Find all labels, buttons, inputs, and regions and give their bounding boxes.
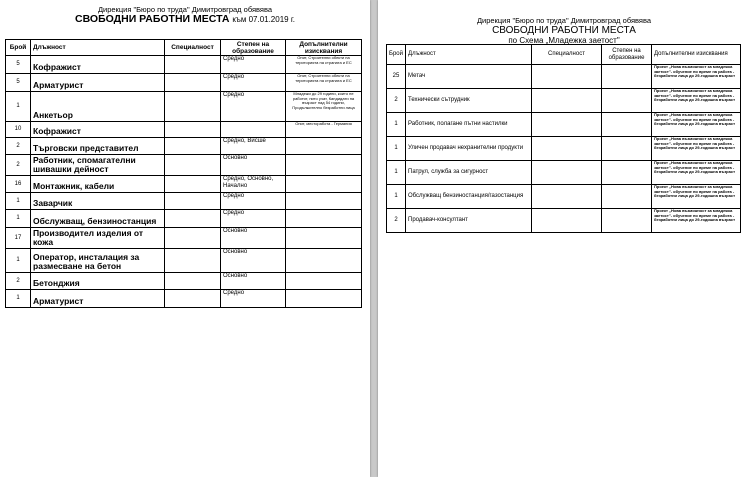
position-cell: Монтажник, кабели: [31, 176, 165, 193]
count-cell: 1: [387, 185, 406, 209]
position-cell: Обслужващ бензиностанция/газостанция: [406, 185, 532, 209]
count-cell: 25: [387, 65, 406, 89]
table-row: [387, 89, 741, 113]
column-header: Степен на образование: [602, 45, 652, 65]
requirements-cell: Проект „Нова възможност за младежка заетост"- обучение по време на работа - безработни лица до 29-годишна възраст: [652, 113, 741, 137]
table-row: [387, 185, 741, 209]
requirements-cell: [286, 193, 362, 210]
position-cell: Уличен продавач нехранителни продукти: [406, 137, 532, 161]
specialty-cell: [532, 65, 602, 89]
count-cell: 2: [387, 89, 406, 113]
requirements-cell: [286, 176, 362, 193]
table-row: [6, 273, 362, 290]
header-scheme: по Схема „Младежка заетост": [508, 36, 620, 45]
education-cell: Основно: [221, 228, 286, 249]
requirements-cell: [286, 290, 362, 308]
specialty-cell: [165, 122, 221, 138]
table-row: [6, 92, 362, 122]
table-row: [387, 65, 741, 89]
count-cell: 2: [6, 138, 31, 155]
position-cell: Технически сътрудник: [406, 89, 532, 113]
count-cell: 1: [387, 137, 406, 161]
specialty-cell: [532, 89, 602, 113]
count-cell: 1: [387, 161, 406, 185]
position-cell: Арматурист: [31, 74, 165, 92]
position-cell: Работник, полагане пътни настилки: [406, 113, 532, 137]
table-row: [6, 193, 362, 210]
column-header: Брой: [387, 45, 406, 65]
education-cell: [602, 161, 652, 185]
education-cell: Средно: [221, 74, 286, 92]
table-row: [6, 74, 362, 92]
count-cell: 1: [6, 92, 31, 122]
specialty-cell: [532, 185, 602, 209]
education-cell: [602, 113, 652, 137]
position-cell: Кофражист: [31, 122, 165, 138]
page-2-header: [378, 17, 750, 45]
column-header: Брой: [6, 40, 31, 56]
count-cell: 1: [387, 113, 406, 137]
requirements-cell: [286, 155, 362, 176]
position-cell: Бетонджия: [31, 273, 165, 290]
education-cell: Средно: [221, 193, 286, 210]
youth-vacancies-table: [386, 44, 741, 233]
count-cell: 2: [6, 155, 31, 176]
specialty-cell: [532, 113, 602, 137]
specialty-cell: [165, 74, 221, 92]
column-header: Специалност: [532, 45, 602, 65]
specialty-cell: [165, 273, 221, 290]
header-line-1: Дирекция "Бюро по труда" Димитровград обявява: [97, 5, 273, 14]
page-1-header: [0, 6, 370, 25]
education-cell: Средно: [221, 210, 286, 228]
header-title: СВОБОДНИ РАБОТНИ МЕСТА: [492, 25, 636, 36]
column-header: Длъжност: [31, 40, 165, 56]
specialty-cell: [165, 92, 221, 122]
requirements-cell: [286, 210, 362, 228]
table-row: [6, 155, 362, 176]
education-cell: [602, 65, 652, 89]
document-page-1: [0, 0, 370, 477]
requirements-cell: Проект „Нова възможност за младежка заетост"- обучение по време на работа - безработни лица до 29-годишна възраст: [652, 137, 741, 161]
requirements-cell: Проект „Нова възможност за младежка заетост"- обучение по време на работа - безработни лица до 29-годишна възраст: [652, 65, 741, 89]
count-cell: 17: [6, 228, 31, 249]
column-header: Специалност: [165, 40, 221, 56]
position-cell: Работник, спомагателни шивашки дейност: [31, 155, 165, 176]
header-title: [0, 14, 370, 25]
specialty-cell: [165, 56, 221, 74]
requirements-cell: [286, 228, 362, 249]
position-cell: Кофражист: [31, 56, 165, 74]
column-header: Допълнителни изисквания: [652, 45, 741, 65]
count-cell: 5: [6, 74, 31, 92]
requirements-cell: [286, 249, 362, 273]
count-cell: 2: [6, 273, 31, 290]
requirements-cell: Опит, Строителни обекти на територията на страната и ЕС: [286, 74, 362, 92]
education-cell: Средно: [221, 290, 286, 308]
education-cell: [221, 122, 286, 138]
requirements-cell: Проект „Нова възможност за младежка заетост"- обучение по време на работа - безработни лица до 29-годишна възраст: [652, 89, 741, 113]
education-cell: [602, 137, 652, 161]
requirements-cell: [286, 138, 362, 155]
position-cell: Търговски представител: [31, 138, 165, 155]
table-row: [6, 290, 362, 308]
specialty-cell: [532, 161, 602, 185]
requirements-cell: Проект „Нова възможност за младежка заетост"- обучение по време на работа - безработни лица до 29-годишна възраст: [652, 209, 741, 233]
table-row: [6, 210, 362, 228]
education-cell: Средно: [221, 92, 286, 122]
table-row: [6, 249, 362, 273]
table-row: [6, 138, 362, 155]
education-cell: Средно, Основно, Начално: [221, 176, 286, 193]
requirements-cell: Проект „Нова възможност за младежка заетост"- обучение по време на работа - безработни лица до 29-годишна възраст: [652, 185, 741, 209]
specialty-cell: [165, 290, 221, 308]
position-cell: Продавач-консултант: [406, 209, 532, 233]
education-cell: Средно, Висше: [221, 138, 286, 155]
specialty-cell: [165, 176, 221, 193]
table-header-row: [6, 40, 362, 56]
table-row: [6, 176, 362, 193]
position-cell: Заварчик: [31, 193, 165, 210]
requirements-cell: Опит, Строителни обекти на територията на страната и ЕС: [286, 56, 362, 74]
vacancies-table: [5, 39, 362, 308]
position-cell: Оператор, инсталация за размесване на бетон: [31, 249, 165, 273]
table-row: [387, 137, 741, 161]
education-cell: Средно: [221, 56, 286, 74]
header-date: към 07.01.2019 г.: [232, 15, 295, 24]
position-cell: Анкетьор: [31, 92, 165, 122]
position-cell: Обслужващ, бензиностанция: [31, 210, 165, 228]
column-header: Допълнителни изисквания: [286, 40, 362, 56]
table-row: [387, 161, 741, 185]
column-header: Степен на образование: [221, 40, 286, 56]
specialty-cell: [165, 210, 221, 228]
specialty-cell: [165, 249, 221, 273]
table-row: [6, 228, 362, 249]
requirements-cell: Опит, месторабота - Германия: [286, 122, 362, 138]
specialty-cell: [165, 138, 221, 155]
table-row: [387, 113, 741, 137]
table-row: [387, 209, 741, 233]
count-cell: 1: [6, 193, 31, 210]
specialty-cell: [165, 228, 221, 249]
requirements-cell: [286, 273, 362, 290]
education-cell: Основно: [221, 273, 286, 290]
specialty-cell: [165, 193, 221, 210]
table-header-row: [387, 45, 741, 65]
position-cell: Метач: [406, 65, 532, 89]
count-cell: 5: [6, 56, 31, 74]
requirements-cell: Проект „Нова възможност за младежка заетост"- обучение по време на работа - безработни лица до 29-годишна възраст: [652, 161, 741, 185]
specialty-cell: [165, 155, 221, 176]
specialty-cell: [532, 209, 602, 233]
education-cell: Основно: [221, 249, 286, 273]
table-row: [6, 122, 362, 138]
requirements-cell: Младежи до 29 години, които не работят, нито учат, Кандидати на възраст над 54 години, Продължително безработни лица: [286, 92, 362, 122]
education-cell: [602, 89, 652, 113]
count-cell: 2: [387, 209, 406, 233]
education-cell: Основно: [221, 155, 286, 176]
position-cell: Патрул, служба за сигурност: [406, 161, 532, 185]
header-line-1: Дирекция "Бюро по труда" Димитровград обявява: [476, 16, 652, 25]
position-cell: Производител изделия от кожа: [31, 228, 165, 249]
header-title-text: СВОБОДНИ РАБОТНИ МЕСТА: [75, 13, 230, 25]
count-cell: 10: [6, 122, 31, 138]
document-page-2: [378, 0, 750, 477]
position-cell: Арматурист: [31, 290, 165, 308]
table-row: [6, 56, 362, 74]
specialty-cell: [532, 137, 602, 161]
education-cell: [602, 209, 652, 233]
education-cell: [602, 185, 652, 209]
column-header: Длъжност: [406, 45, 532, 65]
count-cell: 1: [6, 249, 31, 273]
count-cell: 1: [6, 210, 31, 228]
count-cell: 1: [6, 290, 31, 308]
count-cell: 16: [6, 176, 31, 193]
